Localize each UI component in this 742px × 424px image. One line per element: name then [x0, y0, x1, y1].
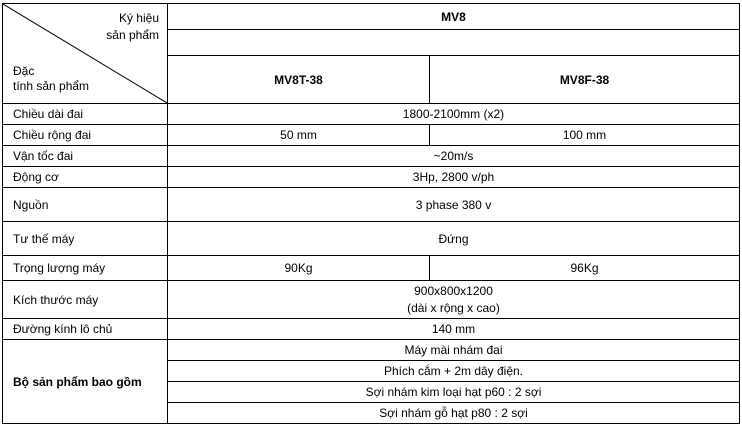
- dimensions-line2: (dài x rộng x cao): [407, 300, 500, 315]
- spec-label: Vận tốc đai: [3, 146, 168, 167]
- spec-value: ~20m/s: [168, 146, 740, 167]
- bundle-row: [3, 340, 740, 361]
- bundle-item: Phích cắm + 2m dây điện.: [168, 361, 740, 382]
- model-group-header: MV8: [168, 4, 740, 30]
- spec-row-belt-speed: [3, 146, 740, 167]
- spec-value-a: 50 mm: [168, 125, 430, 146]
- corner-bottom-label: [13, 64, 89, 94]
- spec-row-power: [3, 188, 740, 222]
- dimensions-line1: 900x800x1200: [414, 283, 493, 298]
- corner-cell: [3, 4, 168, 104]
- spec-value: 3Hp, 2800 v/ph: [168, 167, 740, 188]
- bundle-label: Bộ sản phẩm bao gồm: [3, 340, 168, 424]
- corner-top-label: [106, 10, 159, 44]
- spec-value-b: 100 mm: [430, 125, 740, 146]
- spec-value: [168, 281, 740, 319]
- spec-label: Chiều dài đai: [3, 104, 168, 125]
- spec-label: Trọng lượng máy: [3, 256, 168, 281]
- spec-row-motor: [3, 167, 740, 188]
- spec-value: Đứng: [168, 222, 740, 256]
- spec-row-dimensions: [3, 281, 740, 319]
- spec-value: 1800-2100mm (x2): [168, 104, 740, 125]
- spec-label: Đường kính lô chủ: [3, 319, 168, 340]
- spec-value: 140 mm: [168, 319, 740, 340]
- spec-label: Kích thước máy: [3, 281, 168, 319]
- spec-label: Chiều rộng đai: [3, 125, 168, 146]
- spec-row-roller-diameter: [3, 319, 740, 340]
- model-a-header: MV8T-38: [168, 56, 430, 104]
- header-spacer-cell: [168, 30, 740, 56]
- bundle-item: Máy mài nhám đai: [168, 340, 740, 361]
- corner-top-line2: sản phẩm: [106, 28, 159, 42]
- spec-row-belt-width: [3, 125, 740, 146]
- spec-value-a: 90Kg: [168, 256, 430, 281]
- bundle-item: Sợi nhám kim loại hạt p60 : 2 sợi: [168, 382, 740, 403]
- spec-label: Động cơ: [3, 167, 168, 188]
- spec-value-b: 96Kg: [430, 256, 740, 281]
- spec-row-belt-length: [3, 104, 740, 125]
- spec-table: [2, 3, 740, 424]
- spec-value: 3 phase 380 v: [168, 188, 740, 222]
- corner-bottom-line1: Đặc: [13, 64, 35, 78]
- spec-row-weight: [3, 256, 740, 281]
- corner-bottom-line2: tính sản phẩm: [13, 79, 90, 93]
- spec-row-posture: [3, 222, 740, 256]
- spec-label: Nguồn: [3, 188, 168, 222]
- bundle-item: Sợi nhám gỗ hạt p80 : 2 sợi: [168, 403, 740, 424]
- corner-top-line1: Ký hiệu: [118, 11, 159, 25]
- header-row-group: [3, 4, 740, 30]
- spec-label: Tư thế máy: [3, 222, 168, 256]
- model-b-header: MV8F-38: [430, 56, 740, 104]
